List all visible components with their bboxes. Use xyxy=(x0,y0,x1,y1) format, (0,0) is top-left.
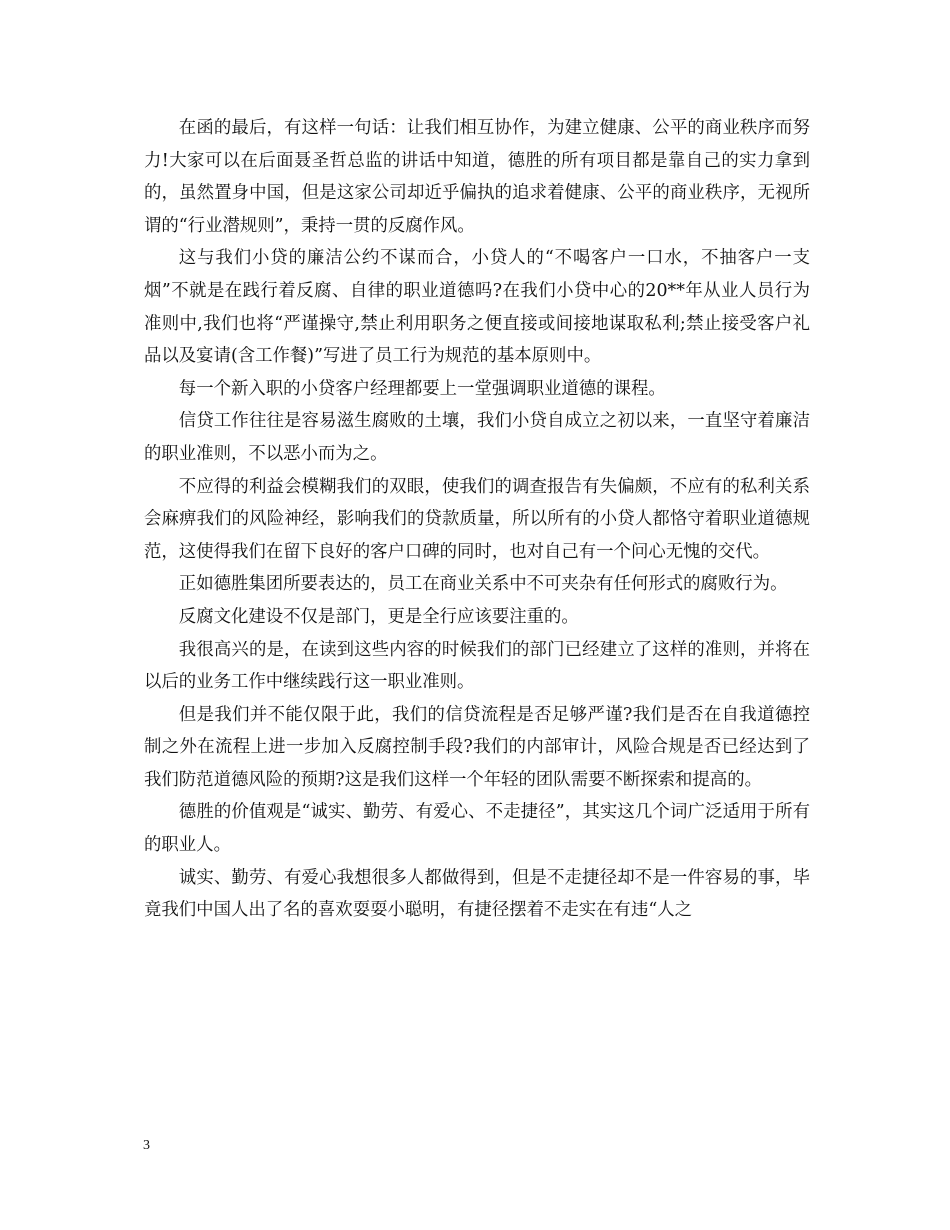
paragraph-9: 但是我们并不能仅限于此，我们的信贷流程是否足够严谨?我们是否在自我道德控制之外在流程上进一步加入反腐控制手段?我们的内部审计，风险合规是否已经达到了我们防范道德风险的预期?这是我们这样一个年轻的团队需要不断探索和提高的。 xyxy=(144,704,810,790)
paragraph-3: 每一个新入职的小贷客户经理都要上一堂强调职业道德的课程。 xyxy=(178,378,666,399)
paragraph-4: 信贷工作往往是容易滋生腐败的土壤，我们小贷自成立之初以来，一直坚守着廉洁的职业准则，不以恶小而为之。 xyxy=(144,411,810,464)
page-number: 3 xyxy=(143,1138,150,1153)
paragraph-8: 我很高兴的是，在读到这些内容的时候我们的部门已经建立了这样的准则，并将在以后的业务工作中继续践行这一职业准则。 xyxy=(144,639,810,693)
paragraph-10: 德胜的价值观是“诚实、勤劳、有爱心、不走捷径”，其实这几个词广泛适用于所有的职业人。 xyxy=(144,802,810,856)
paragraph-1: 在函的最后，有这样一句话：让我们相互协作，为建立健康、公平的商业秩序而努力!大家可以在后面聂圣哲总监的讲话中知道，德胜的所有项目都是靠自己的实力拿到的，虽然置身中国，但是这家公司却近乎偏执的追求着健康、公平的商业秩序，无视所谓的“行业潜规则”，秉持一贯的反腐作风。 xyxy=(144,118,810,236)
paragraph-5: 不应得的利益会模糊我们的双眼，使我们的调查报告有失偏颇，不应有的私利关系会麻痹我们的风险神经，影响我们的贷款质量，所以所有的小贷人都恪守着职业道德规范，这使得我们在留下良好的客户口碑的同时，也对自己有一个问心无愧的交代。 xyxy=(144,476,810,562)
paragraph-6: 正如德胜集团所要表达的，员工在商业关系中不可夹杂有任何形式的腐败行为。 xyxy=(178,574,788,595)
body-text xyxy=(144,112,810,927)
paragraph-2: 这与我们小贷的廉洁公约不谋而合，小贷人的“不喝客户一口水，不抽客户一支烟”不就是在践行着反腐、自律的职业道德吗?在我们小贷中心的20**年从业人员行为准则中,我们也将“严谨操守,禁止利用职务之便直接或间接地谋取私利;禁止接受客户礼品以及宴请(含工作餐)”写进了员工行为规范的基本原则中。 xyxy=(144,248,810,367)
paragraph-7: 反腐文化建设不仅是部门，更是全行应该要注重的。 xyxy=(178,606,579,627)
paragraph-11: 诚实、勤劳、有爱心我想很多人都做得到，但是不走捷径却不是一件容易的事，毕竟我们中国人出了名的喜欢耍耍小聪明，有捷径摆着不走实在有违“人之 xyxy=(144,867,810,921)
